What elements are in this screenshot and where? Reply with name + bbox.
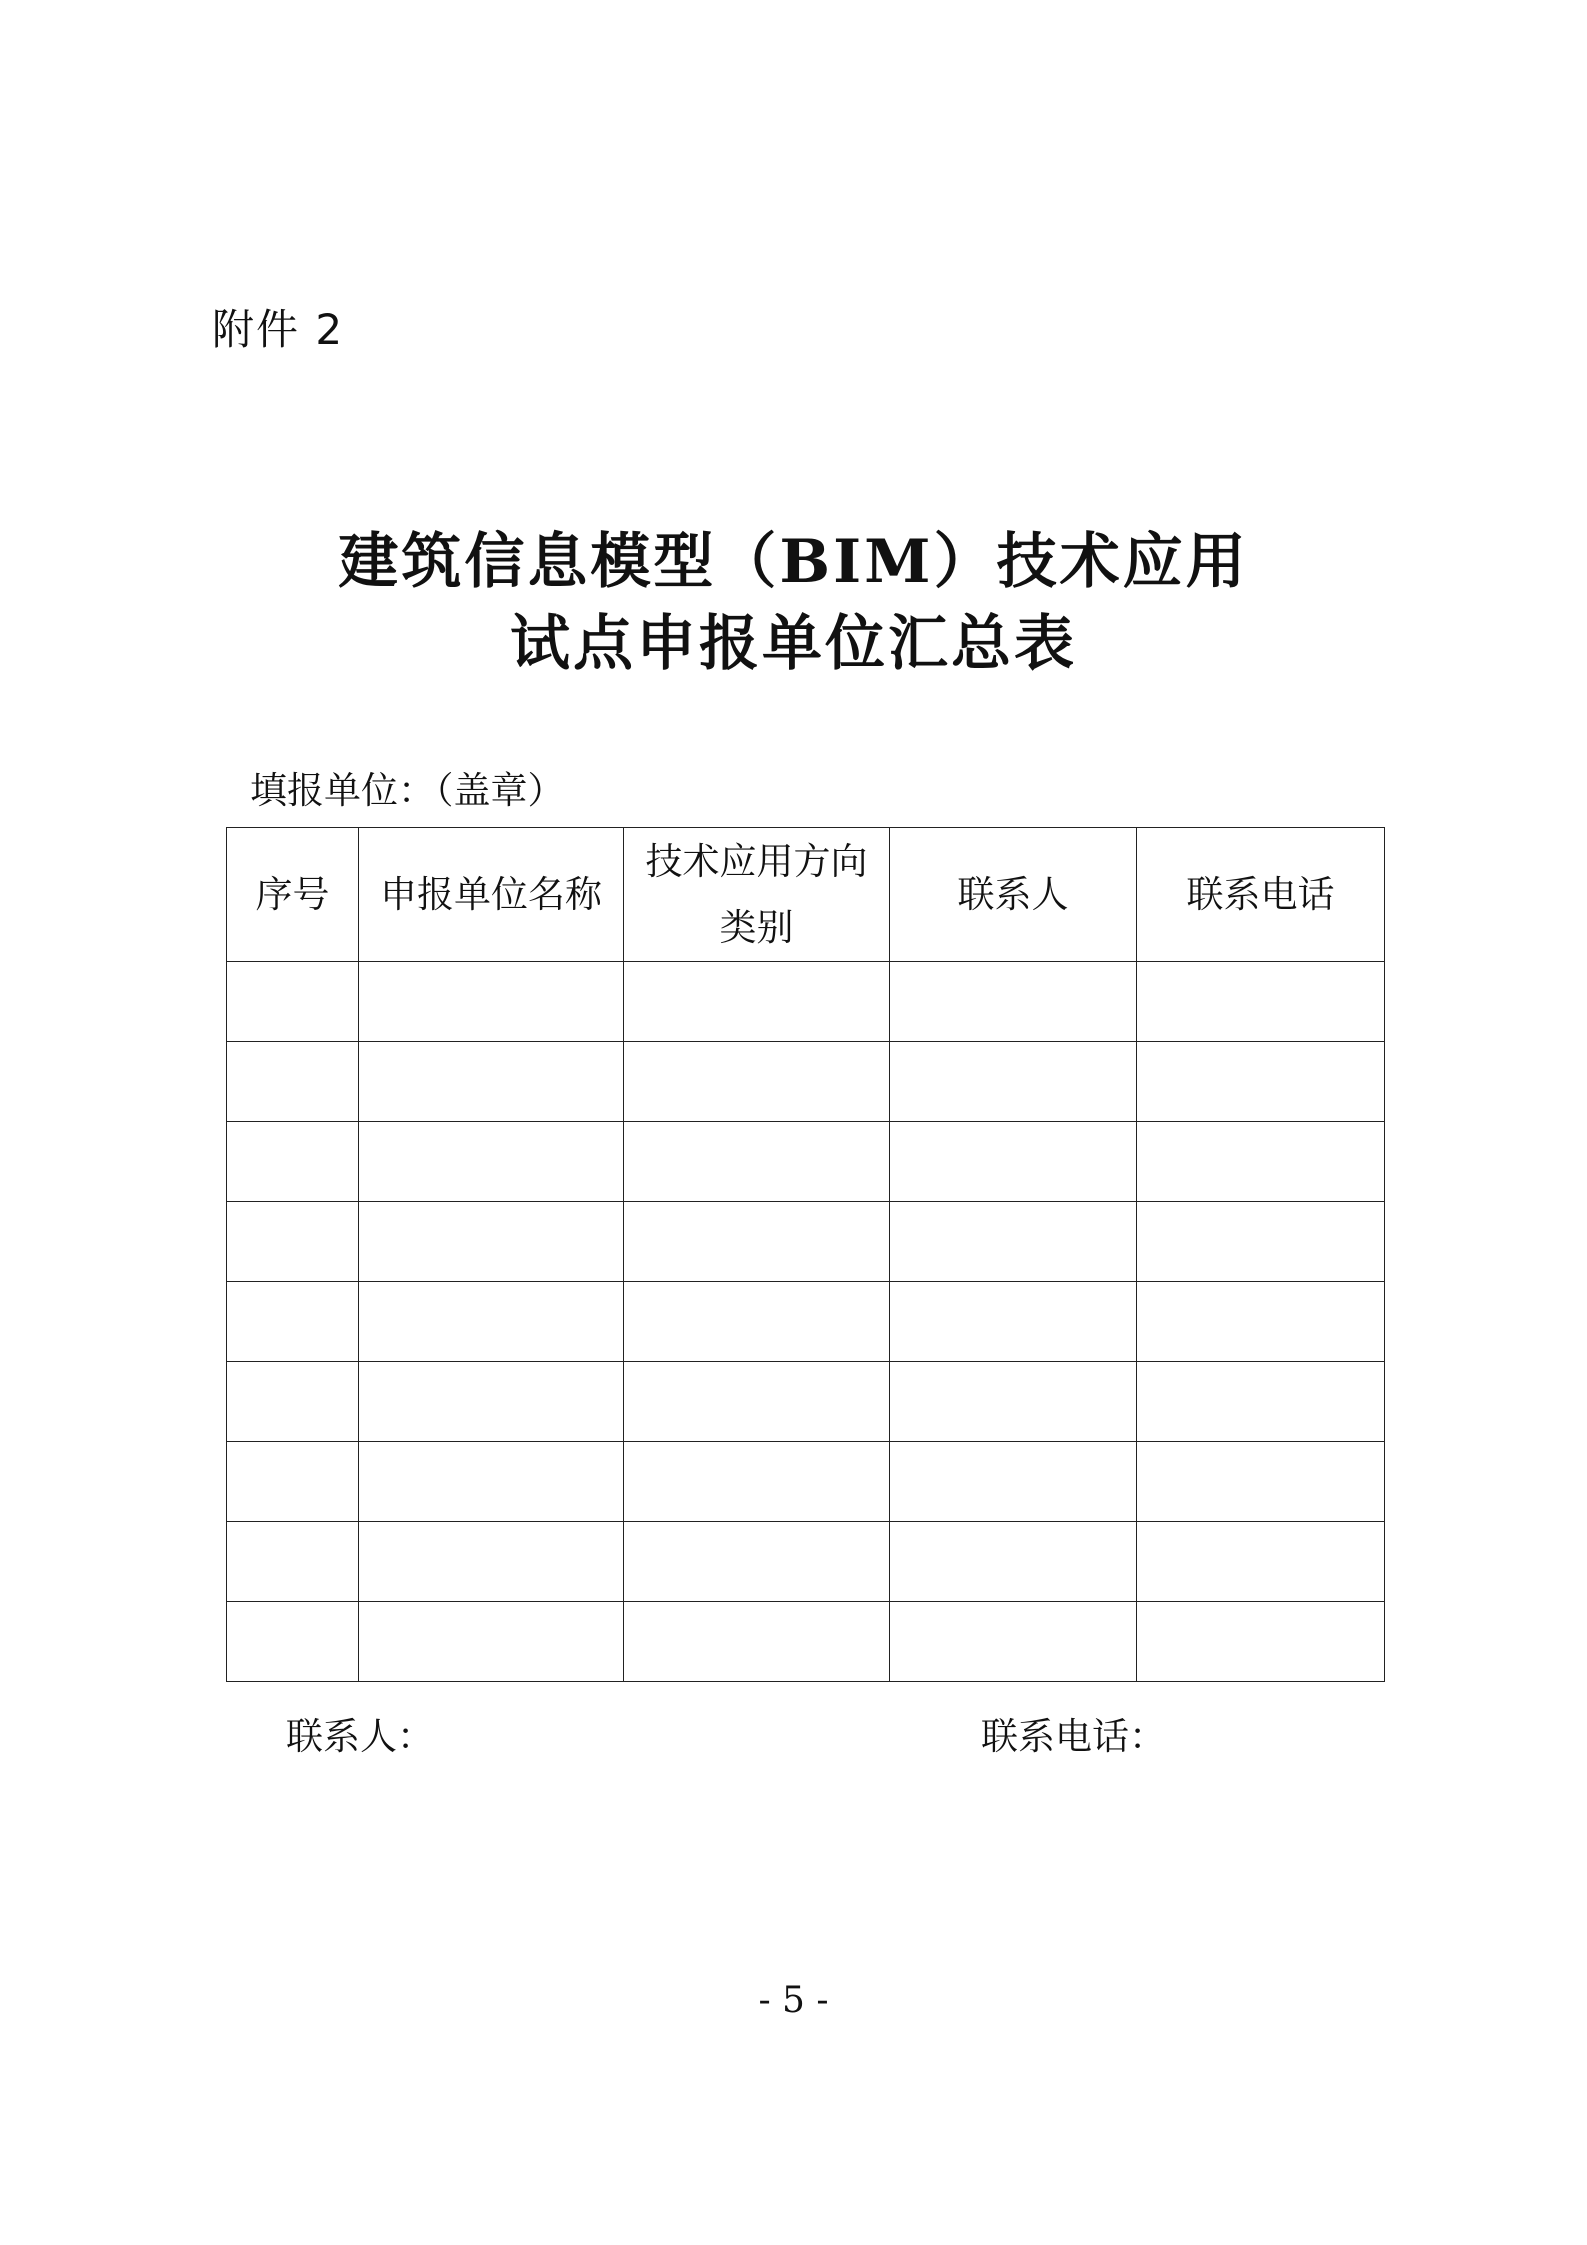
table-cell bbox=[227, 1122, 359, 1202]
table-cell bbox=[359, 1282, 624, 1362]
table-cell bbox=[227, 1362, 359, 1442]
table-cell bbox=[1137, 1042, 1385, 1122]
table-cell bbox=[359, 1602, 624, 1682]
table-cell bbox=[227, 1282, 359, 1362]
table-cell bbox=[1137, 1202, 1385, 1282]
header-contact-phone bbox=[1137, 828, 1385, 962]
header-unit-name bbox=[359, 828, 624, 962]
table-cell bbox=[1137, 1362, 1385, 1442]
table-cell bbox=[890, 1042, 1137, 1122]
header-application-category bbox=[624, 828, 890, 962]
header-text: 联系电话 bbox=[1186, 872, 1335, 916]
table-cell bbox=[624, 1362, 890, 1442]
table-cell bbox=[227, 1522, 359, 1602]
table-cell bbox=[624, 1442, 890, 1522]
table-cell bbox=[359, 1122, 624, 1202]
table-cell bbox=[359, 1442, 624, 1522]
table-cell bbox=[624, 1202, 890, 1282]
table-cell bbox=[227, 962, 359, 1042]
table-cell bbox=[1137, 1282, 1385, 1362]
table-cell bbox=[890, 1522, 1137, 1602]
table-row bbox=[227, 962, 1385, 1042]
table-row bbox=[227, 1122, 1385, 1202]
table-cell bbox=[227, 1042, 359, 1122]
table-cell bbox=[890, 1202, 1137, 1282]
table-cell bbox=[359, 1362, 624, 1442]
table-cell bbox=[359, 1522, 624, 1602]
table-cell bbox=[359, 962, 624, 1042]
footer-contact-phone-label: 联系电话： bbox=[981, 1715, 1166, 1758]
table-cell bbox=[227, 1202, 359, 1282]
table-cell bbox=[624, 1122, 890, 1202]
table-cell bbox=[890, 1122, 1137, 1202]
table-cell bbox=[624, 1282, 890, 1362]
table-cell bbox=[227, 1602, 359, 1682]
table-header-row bbox=[227, 828, 1385, 962]
table-row bbox=[227, 1362, 1385, 1442]
document-title-line-1: 建筑信息模型（BIM）技术应用 bbox=[338, 527, 1249, 597]
table-row bbox=[227, 1442, 1385, 1522]
table-cell bbox=[890, 1442, 1137, 1522]
header-contact-person bbox=[890, 828, 1137, 962]
table-cell bbox=[890, 1282, 1137, 1362]
table-cell bbox=[1137, 1442, 1385, 1522]
page-number: - 5 - bbox=[758, 1980, 829, 2021]
table-cell bbox=[624, 1602, 890, 1682]
table-body bbox=[227, 962, 1385, 1682]
table-row bbox=[227, 1282, 1385, 1362]
table-cell bbox=[890, 1362, 1137, 1442]
table-row bbox=[227, 1602, 1385, 1682]
table-cell bbox=[624, 1042, 890, 1122]
table-cell bbox=[1137, 1122, 1385, 1202]
header-text: 申报单位名称 bbox=[380, 872, 602, 916]
table-cell bbox=[890, 1602, 1137, 1682]
attachment-label: 附件 2 bbox=[212, 305, 345, 354]
header-text: 技术应用方向 bbox=[645, 839, 868, 883]
table-cell bbox=[624, 1522, 890, 1602]
table-row bbox=[227, 1202, 1385, 1282]
table-cell bbox=[1137, 1522, 1385, 1602]
footer-contact-person-label: 联系人： bbox=[286, 1715, 434, 1758]
document-title-line-2: 试点申报单位汇总表 bbox=[510, 609, 1077, 679]
table-cell bbox=[359, 1202, 624, 1282]
table-cell bbox=[227, 1442, 359, 1522]
table-row bbox=[227, 1042, 1385, 1122]
table-cell bbox=[359, 1042, 624, 1122]
table-cell bbox=[890, 962, 1137, 1042]
table-cell bbox=[1137, 1602, 1385, 1682]
table-cell bbox=[1137, 962, 1385, 1042]
summary-table bbox=[226, 827, 1385, 1682]
header-text: 类别 bbox=[719, 905, 794, 949]
fill-unit-label: 填报单位：（盖章） bbox=[250, 769, 565, 812]
header-text: 序号 bbox=[255, 872, 330, 916]
table-row bbox=[227, 1522, 1385, 1602]
header-text: 联系人 bbox=[957, 872, 1069, 916]
header-serial-number bbox=[227, 828, 359, 962]
table-cell bbox=[624, 962, 890, 1042]
